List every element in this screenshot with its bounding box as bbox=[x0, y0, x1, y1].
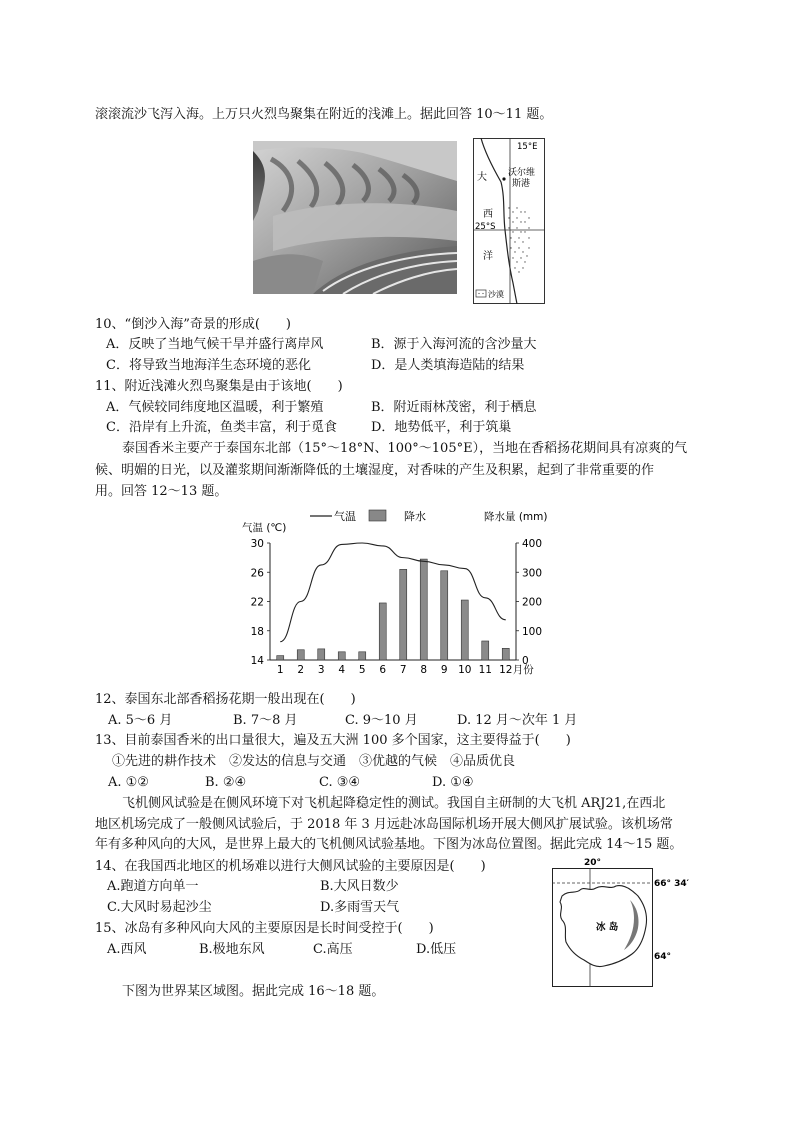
left-tick-label: 22 bbox=[250, 596, 264, 609]
iceland-map bbox=[550, 856, 690, 988]
right-tick-label: 0 bbox=[522, 655, 529, 667]
temperature-line bbox=[280, 543, 506, 642]
month-tick-label: 2 bbox=[297, 664, 305, 676]
precip-bar bbox=[379, 603, 386, 660]
q15-option-d[interactable]: D.低压 bbox=[416, 942, 457, 957]
q15-option-b[interactable]: B.极地东风 bbox=[199, 942, 265, 957]
month-tick-label: 12 bbox=[499, 664, 513, 676]
q11-option-b[interactable]: B．附近雨林茂密，利于栖息 bbox=[371, 400, 537, 415]
rice-para-line-1: 泰国香米主要产于泰国东北部（15°～18°N、100°～105°E），当地在香稻扬花期间具有凉爽的气 bbox=[122, 441, 688, 456]
month-tick-label: 4 bbox=[338, 664, 346, 676]
map1-ocean-1: 大 bbox=[477, 172, 487, 183]
rice-para-line-3: 用。回答 12～13 题。 bbox=[95, 484, 228, 499]
map1-port-label-1: 沃尔维 bbox=[508, 168, 536, 178]
precip-bar bbox=[297, 650, 304, 660]
iceland-label: 冰 岛 bbox=[596, 922, 619, 933]
x-unit-label: 月份 bbox=[512, 664, 534, 676]
precip-bar bbox=[400, 569, 407, 660]
q12-option-c[interactable]: C. 9～10 月 bbox=[345, 713, 418, 728]
intro-line: 滚滚流沙飞泻入海。上万只火烈鸟聚集在附近的浅滩上。据此回答 10～11 题。 bbox=[95, 107, 553, 122]
q13-option-b[interactable]: B. ②④ bbox=[205, 775, 247, 790]
legend-temperature: 气温 bbox=[334, 510, 356, 523]
iceland-lon-label: 20° bbox=[584, 858, 602, 868]
q11-option-a[interactable]: A．气候较同纬度地区温暖，利于繁殖 bbox=[106, 400, 324, 415]
q12-option-b[interactable]: B. 7～8 月 bbox=[233, 713, 298, 728]
q14-option-d[interactable]: D.多雨雪天气 bbox=[320, 900, 400, 915]
q15-stem: 15、冰岛有多种风向大风的主要原因是长时间受控于( ) bbox=[95, 921, 434, 936]
precip-bar bbox=[461, 600, 468, 660]
left-axis-label: 气温 (℃) bbox=[242, 522, 287, 534]
rice-para-line-2: 候、明媚的日光，以及灌浆期间渐渐降低的土壤湿度，对香味的产生及积累，起到了非常重要的作 bbox=[95, 463, 655, 478]
q14-option-c[interactable]: C.大风时易起沙尘 bbox=[107, 900, 212, 915]
precip-bar bbox=[359, 652, 366, 660]
precip-bar bbox=[420, 559, 427, 660]
precip-bar bbox=[318, 649, 325, 660]
closing-line: 下图为世界某区域图。据此完成 16～18 题。 bbox=[122, 984, 385, 999]
precip-bar bbox=[338, 652, 345, 660]
q13-stem: 13、目前泰国香米的出口量很大，遍及五大洲 100 多个国家，这主要得益于( ) bbox=[95, 733, 571, 748]
month-tick-label: 5 bbox=[358, 664, 366, 676]
month-tick-label: 7 bbox=[399, 664, 407, 676]
month-tick-label: 6 bbox=[379, 664, 387, 676]
precip-bar bbox=[441, 571, 448, 660]
q12-option-a[interactable]: A. 5～6 月 bbox=[108, 713, 173, 728]
q12-option-d[interactable]: D. 12 月～次年 1 月 bbox=[457, 713, 578, 728]
q13-option-a[interactable]: A. ①② bbox=[108, 775, 149, 790]
legend-precipitation: 降水 bbox=[404, 510, 426, 523]
precip-bar bbox=[277, 656, 284, 660]
q14-stem: 14、在我国西北地区的机场难以进行大侧风试验的主要原因是( ) bbox=[95, 859, 486, 874]
map1-ocean-2: 西 bbox=[483, 209, 493, 220]
map1-port-label-2: 斯港 bbox=[512, 179, 531, 189]
q14-option-a[interactable]: A.跑道方向单一 bbox=[107, 879, 199, 894]
left-tick-label: 30 bbox=[250, 538, 264, 550]
q13-option-d[interactable]: D. ①④ bbox=[432, 775, 474, 790]
q11-option-d[interactable]: D．地势低平，利于筑巢 bbox=[371, 420, 512, 435]
precip-bar bbox=[502, 648, 509, 660]
left-tick-label: 26 bbox=[250, 567, 264, 580]
climate-chart bbox=[232, 505, 562, 680]
right-tick-label: 300 bbox=[522, 567, 543, 580]
legend-bar-swatch bbox=[369, 510, 386, 521]
q11-stem: 11、附近浅滩火烈鸟聚集是由于该地( ) bbox=[95, 379, 343, 394]
iceland-lat-bottom: 64° bbox=[654, 952, 672, 962]
left-tick-label: 18 bbox=[250, 625, 264, 638]
wind-para-line-2: 地区机场完成了一般侧风试验后，于 2018 年 3 月远赴冰岛国际机场开展大侧风扩展试验。该机场常 bbox=[95, 817, 673, 832]
right-tick-label: 100 bbox=[522, 625, 543, 638]
q12-stem: 12、泰国东北部香稻扬花期一般出现在( ) bbox=[95, 692, 356, 707]
right-tick-label: 400 bbox=[522, 538, 543, 550]
q15-option-a[interactable]: A.西风 bbox=[107, 942, 147, 957]
q13-items: ①先进的耕作技术 ②发达的信息与交通 ③优越的气候 ④品质优良 bbox=[112, 754, 516, 769]
left-tick-label: 14 bbox=[250, 655, 264, 667]
q10-option-b[interactable]: B．源于入海河流的含沙量大 bbox=[371, 337, 537, 352]
map1-legend-label: 沙漠 bbox=[488, 290, 504, 299]
map1-lat-label: 25°S bbox=[475, 222, 496, 232]
q14-option-b[interactable]: B.大风日数少 bbox=[320, 879, 399, 894]
month-tick-label: 9 bbox=[440, 664, 448, 676]
month-tick-label: 10 bbox=[458, 664, 472, 676]
right-tick-label: 200 bbox=[522, 596, 543, 609]
q10-stem: 10、“倒沙入海”奇景的形成( ) bbox=[95, 317, 291, 332]
month-tick-label: 8 bbox=[420, 664, 428, 676]
q11-option-c[interactable]: C．沿岸有上升流，鱼类丰富，利于觅食 bbox=[106, 420, 337, 435]
wind-para-line-3: 年有多种风向的大风，是世界上最大的飞机侧风试验基地。下图为冰岛位置图。据此完成 14～15 题。 bbox=[95, 837, 683, 852]
wind-para-line-1: 飞机侧风试验是在侧风环境下对飞机起降稳定性的测试。我国自主研制的大飞机 ARJ21,在西北 bbox=[122, 796, 666, 811]
precip-bar bbox=[482, 641, 489, 660]
map1-ocean-3: 洋 bbox=[483, 251, 493, 262]
namibia-map bbox=[473, 138, 545, 304]
q10-option-c[interactable]: C．将导致当地海洋生态环境的恶化 bbox=[106, 358, 311, 373]
iceland-lat-top: 66° 34′ bbox=[654, 879, 690, 889]
q15-option-c[interactable]: C.高压 bbox=[313, 942, 353, 957]
coast-photo bbox=[253, 141, 457, 294]
q13-option-c[interactable]: C. ③④ bbox=[319, 775, 361, 790]
month-tick-label: 11 bbox=[478, 664, 492, 676]
month-tick-label: 3 bbox=[317, 664, 325, 676]
q10-option-a[interactable]: A．反映了当地气候干旱并盛行离岸风 bbox=[106, 337, 324, 352]
right-axis-label: 降水量 (mm) bbox=[484, 511, 548, 523]
month-tick-label: 1 bbox=[276, 664, 284, 676]
map1-lon-label: 15°E bbox=[517, 142, 538, 152]
q10-option-d[interactable]: D．是人类填海造陆的结果 bbox=[371, 358, 525, 373]
